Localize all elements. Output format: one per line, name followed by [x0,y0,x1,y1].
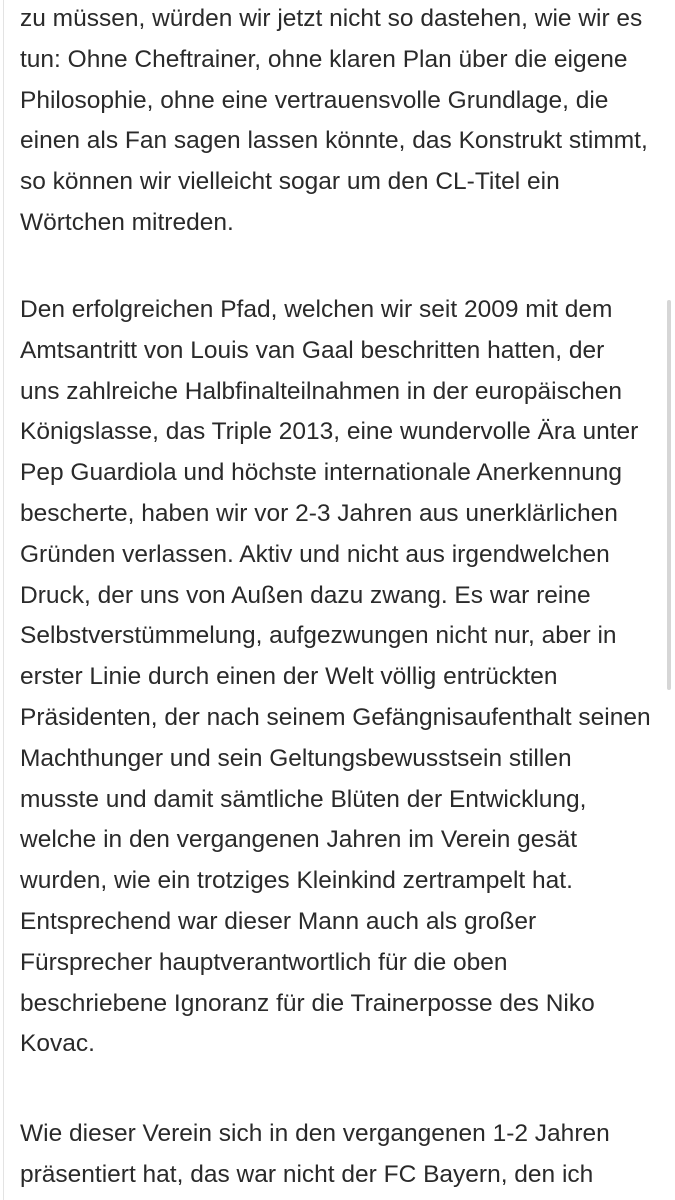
scrollbar-thumb[interactable] [667,300,671,690]
content-left-border [3,0,4,1200]
article-paragraph-2: Den erfolgreichen Pfad, welchen wir seit 2009 mit dem Amtsantritt von Louis van Gaal beschritten hatten, der uns zahlreiche Halbfinalteilnahmen in der europäischen Königslasse, das Triple 2013, eine wundervolle Ära unter Pep Guardiola und höchste internationale Anerkennung bescherte, haben wir vor 2-3 Jahren aus unerklärlichen Gründen verlassen. Aktiv und nicht aus irgendwelchen Druck, der uns von Außen dazu zwang. Es war reine Selbstverstümmelung, aufgezwungen nicht nur, aber in erster Linie durch einen der Welt völlig entrückten Präsidenten, der nach seinem Gefängnisaufenthalt seinen Machthunger und sein Geltungsbewusstsein stillen musste und damit sämtliche Blüten der Entwicklung, welche in den vergangenen Jahren im Verein gesät wurden, wie ein trotziges Kleinkind zertrampelt hat. Entsprechend war dieser Mann auch als großer Fürsprecher hauptverantwortlich für die oben beschriebene Ignoranz für die Trainerposse des Niko Kovac. [20,296,651,1058]
article-paragraph-1: zu müssen, würden wir jetzt nicht so dastehen, wie wir es tun: Ohne Cheftrainer, ohne klaren Plan über die eigene Philosophie, ohne eine vertrauensvolle Grundlage, die einen als Fan sagen lassen könnte, das Konstrukt stimmt, so können wir vielleicht sogar um den CL-Titel ein Wörtchen mitreden. [20,5,648,236]
article-paragraph-3: Wie dieser Verein sich in den vergangenen 1-2 Jahren präsentiert hat, das war nicht der FC Bayern, den ich [20,1120,610,1188]
